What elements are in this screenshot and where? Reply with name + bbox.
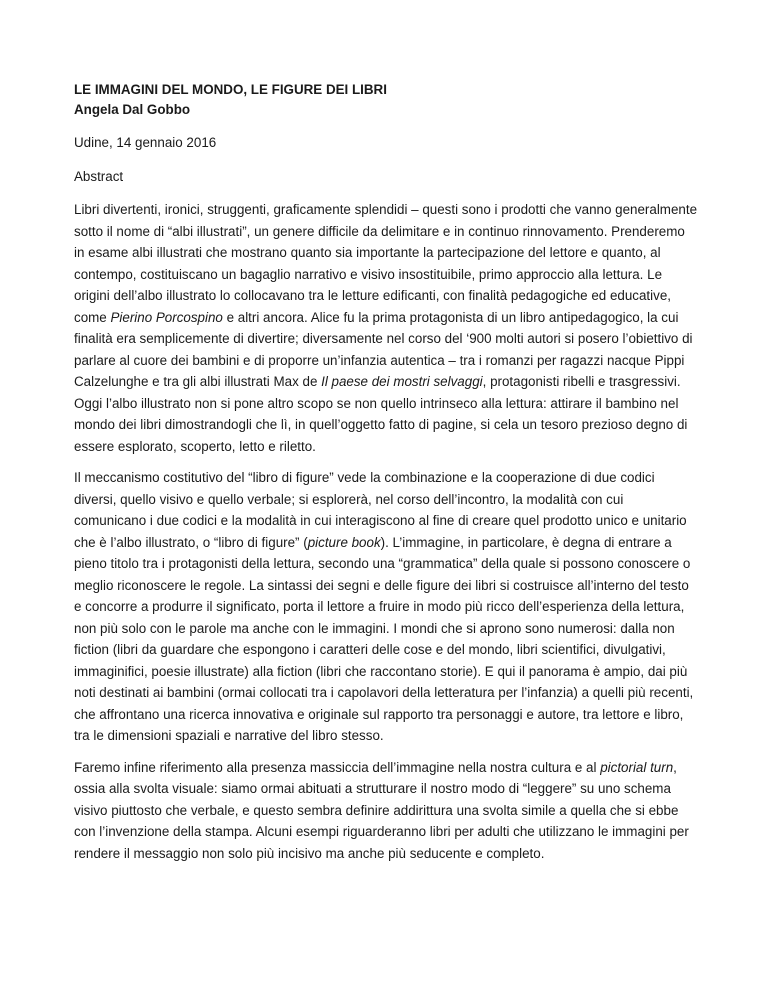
paragraph-1-text-a: Libri divertenti, ironici, struggenti, graficamente splendidi – questi sono i prodotti che vanno generalmente sotto il nome di “albi illustrati”, un genere difficile da delimitare e in continuo rinnovamento. Prenderemo in esame albi illustrati che mostrano quanto sia importante la partecipazione del lettore e quanto, al contempo, costituiscano un bagaglio narrativo e visivo insostituibile, primo approccio alla lettura. Le origini dell’albo illustrato lo collocavano tra le letture edificanti, con finalità pedagogiche ed educative, come [74, 202, 698, 325]
document-title: LE IMMAGINI DEL MONDO, LE FIGURE DEI LIBRI [74, 82, 387, 97]
paragraph-1-text-b: e altri ancora. Alice fu la prima protagonista di un libro antipedagogico, la cui finalità era semplicemente di divertire; diversamente nel corso del ‘900 molti autori si posero l’obiettivo di parlare al cuore dei bambini e di proporre un’infanzia autentica – tra i romanzi per ragazzi nacque Pippi Calzelunghe e tra gli albi illustrati Max de [74, 309, 693, 389]
document-author: Angela Dal Gobbo [74, 102, 191, 117]
paragraph-3-text-b: , ossia alla svolta visuale: siamo ormai abituati a strutturare il nostro modo di “leggere” su uno schema visivo piuttosto che verbale, e questo sembra definire addirittura una svolta simile a quella che si ebbe con l’invenzione della stampa. Alcuni esempi riguarderanno libri per adulti che utilizzano le immagini per rendere il messaggio non solo più incisivo ma anche più seducente e completo. [74, 759, 689, 861]
title-block [74, 80, 698, 120]
abstract-paragraph-3 [74, 757, 698, 865]
abstract-paragraph-2 [74, 467, 698, 747]
paragraph-2-text-b: ). L’immagine, in particolare, è degna di entrare a pieno titolo tra i protagonisti della lettura, secondo una “grammatica” della quale si possono conoscere o meglio riconoscere le regole. La sintassi dei segni e delle figure dei libri si costruisce all’interno del testo e concorre a produrre il significato, porta il lettore a fruire in modo più ricco dell’esperienza della lettura, non più solo con le parole ma anche con le immagini. I mondi che si aprono sono numerosi: dalla non fiction (libri da guardare che espongono i caratteri delle cose e del mondo, libri scientifici, divulgativi, immaginifici, poesie illustrate) alla fiction (libri che raccontano storie). E qui il panorama è ampio, dai più noti destinati ai bambini (ormai collocati tra i capolavori della letteratura per l’infanzia) a quelli più recenti, che affrontano una ricerca innovativa e originale sul rapporto tra personaggi e autore, tra lettore e libro, tra le dimensioni spaziali e narrative del libro stesso. [74, 534, 694, 743]
paragraph-1-text-c: , protagonisti ribelli e trasgressivi. Oggi l’albo illustrato non si pone altro scopo se non quello intrinseco alla lettura: attirare il bambino nel mondo dei libri dimostrandogli che lì, in quell’oggetto fatto di pagine, si cela un tesoro prezioso degno di essere esplorato, scoperto, letto e riletto. [74, 374, 688, 454]
paragraph-3-text-a: Faremo infine riferimento alla presenza massiccia dell’immagine nella nostra cultura e al [74, 759, 601, 775]
abstract-paragraph-1 [74, 199, 698, 457]
paragraph-1-italic-title-a: Pierino Porcospino [110, 309, 223, 325]
document-page [74, 80, 698, 874]
place-date: Udine, 14 gennaio 2016 [74, 135, 217, 150]
paragraph-3-italic-term: pictorial turn [600, 759, 674, 775]
abstract-heading: Abstract [74, 168, 124, 184]
paragraph-2-italic-term: picture book [307, 534, 381, 550]
paragraph-2-text-a: Il meccanismo costitutivo del “libro di figure” vede la combinazione e la cooperazione di due codici diversi, quello visivo e quello verbale; si esplorerà, nel corso dell’incontro, la modalità con cui comunicano i due codici e la modalità in cui interagiscono al fine di creare quel prodotto unico e unitario che è l’albo illustrato, o “libro di figure” ( [74, 470, 687, 550]
paragraph-1-italic-title-b: Il paese dei mostri selvaggi [321, 374, 483, 389]
